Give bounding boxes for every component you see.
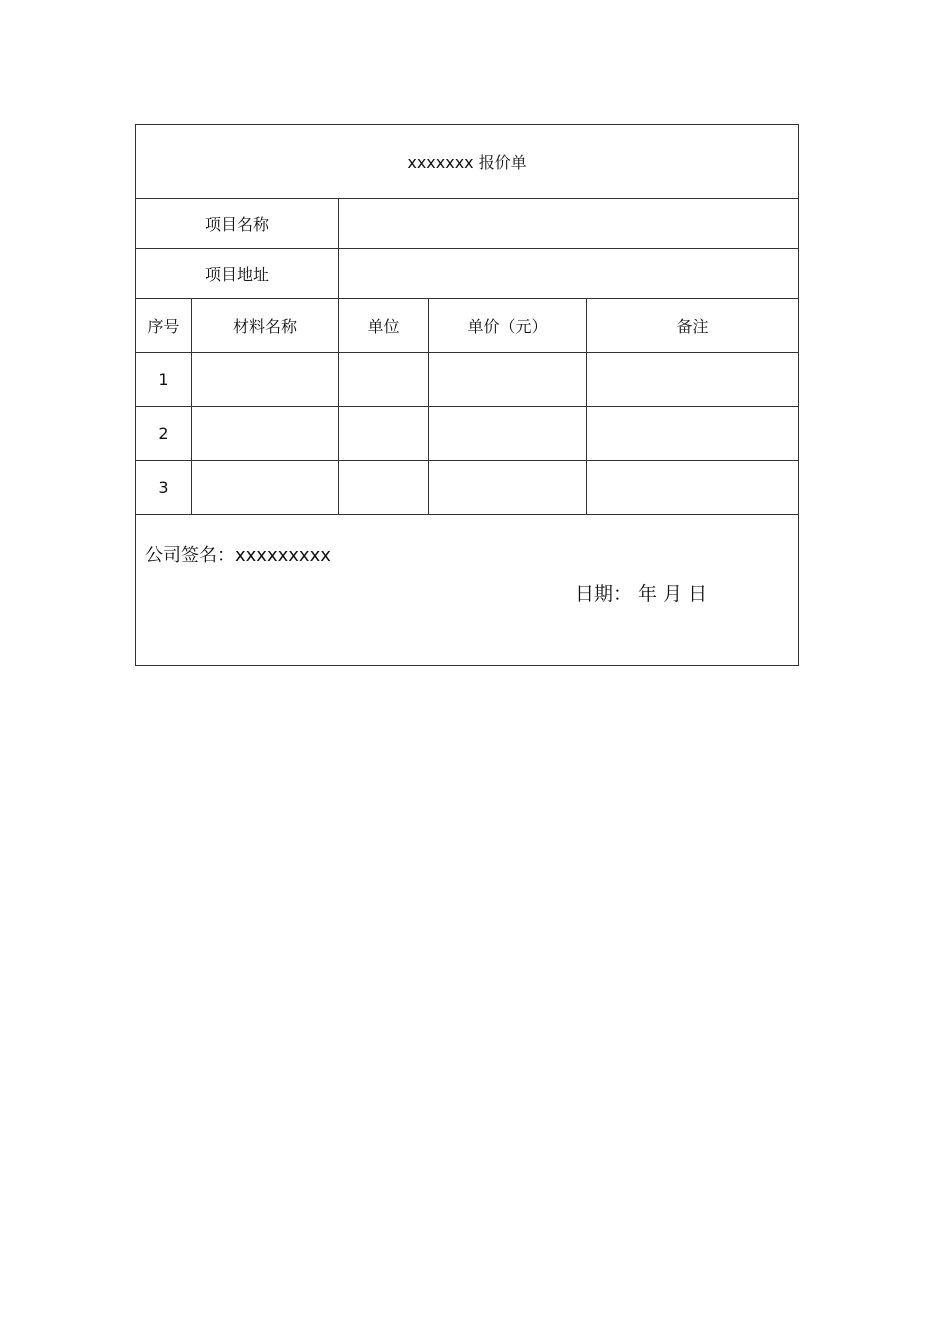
document-title: xxxxxxx 报价单 xyxy=(136,125,799,199)
item-price xyxy=(429,407,587,461)
item-material xyxy=(192,407,339,461)
item-no: 3 xyxy=(136,461,192,515)
column-header-price: 单价（元） xyxy=(429,299,587,353)
item-no: 2 xyxy=(136,407,192,461)
item-remark xyxy=(587,353,799,407)
item-price xyxy=(429,461,587,515)
table-row xyxy=(136,407,799,461)
item-price xyxy=(429,353,587,407)
project-name-label: 项目名称 xyxy=(136,199,339,249)
date-label: 日期： 年 月 日 xyxy=(575,583,708,605)
signature-section xyxy=(136,515,799,666)
table-row xyxy=(136,353,799,407)
item-no: 1 xyxy=(136,353,192,407)
item-material xyxy=(192,461,339,515)
item-unit xyxy=(339,407,429,461)
column-header-material: 材料名称 xyxy=(192,299,339,353)
project-address-value xyxy=(339,249,799,299)
project-name-value xyxy=(339,199,799,249)
item-unit xyxy=(339,461,429,515)
table-header-row xyxy=(136,299,799,353)
column-header-unit: 单位 xyxy=(339,299,429,353)
quotation-table xyxy=(135,124,799,666)
item-unit xyxy=(339,353,429,407)
column-header-no: 序号 xyxy=(136,299,192,353)
item-material xyxy=(192,353,339,407)
table-row xyxy=(136,461,799,515)
company-signature: 公司签名：xxxxxxxxx xyxy=(145,545,331,566)
item-remark xyxy=(587,461,799,515)
item-remark xyxy=(587,407,799,461)
column-header-remark: 备注 xyxy=(587,299,799,353)
project-address-label: 项目地址 xyxy=(136,249,339,299)
